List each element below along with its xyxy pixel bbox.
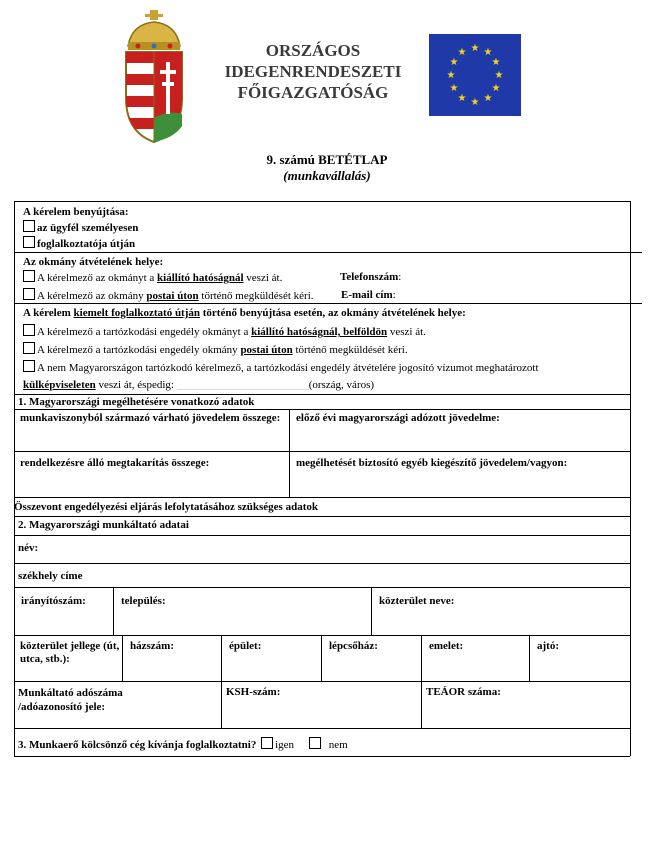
employer-seat-field[interactable]: székhely címe [18,570,83,582]
ksh-number-field[interactable]: KSH-szám: [226,686,281,698]
door-field[interactable]: ajtó: [537,640,559,652]
divider [14,563,630,564]
floor-field[interactable]: emelet: [429,640,464,652]
other-income-field[interactable]: megélhetését biztosító egyéb kiegészítő jövedelem/vagyon: [296,457,568,469]
org-line-3: FŐIGAZGATÓSÁG [237,83,389,102]
section1-heading: 1. Magyarországi megélhetésére vonatkozó adatok [18,396,255,408]
receipt-authority-bold: kiállító hatóságnál [157,272,244,284]
divider [14,201,15,756]
svg-text:★: ★ [491,83,501,94]
divider [289,409,290,497]
divider [14,635,630,636]
form-subtitle: (munkavállalás) [283,168,371,183]
public-area-name-field[interactable]: közterület neve: [379,595,455,607]
svg-text:★: ★ [470,43,480,54]
personal-label: az ügyfél személyesen [37,222,139,234]
svg-text:★: ★ [457,47,467,58]
employer-receipt-abroad-option [23,360,539,374]
svg-text:★: ★ [457,93,467,104]
divider [14,409,630,410]
combined-procedure-heading: Összevont engedélyezési eljárás lefolytatásához szükséges adatok [14,501,318,513]
divider [630,201,631,756]
divider [113,587,114,635]
svg-text:★: ★ [449,83,459,94]
email-colon: : [392,289,396,301]
consulate-bold: külképviseleten [23,379,96,391]
eu-flag-icon [429,34,521,116]
divider [14,681,630,682]
divider [14,756,630,757]
divider [14,587,630,588]
section2-heading: 2. Magyarországi munkáltató adatai [18,519,189,531]
employer-receipt-heading-end: történő benyújtása esetén, az okmány átvételének helye: [200,307,466,319]
svg-text:★: ★ [470,97,480,108]
receipt-authority-text: A kérelmező az okmányt a [37,272,158,284]
phone-colon: : [398,271,402,283]
divider [14,516,630,517]
submission-option-employer [23,236,135,250]
consulate-text: veszi át, éspedig: [95,379,177,391]
divider [14,451,630,452]
settlement-field[interactable]: település: [121,595,166,607]
svg-text:★: ★ [483,93,493,104]
svg-text:★: ★ [446,70,456,81]
public-area-type-field[interactable]: közterület jellege (út, utca, stb.): [20,640,120,665]
yes-checkbox[interactable] [261,737,273,749]
divider [14,535,630,536]
teaor-number-field[interactable]: TEÁOR száma: [426,686,501,698]
divider [321,635,322,681]
employer-receipt-post-option [23,342,408,356]
employer-receipt-abroad-checkbox[interactable] [23,360,35,372]
divider [371,587,372,635]
submission-option-personal [23,220,138,234]
receipt-authority-checkbox[interactable] [23,270,35,282]
no-checkbox[interactable] [309,737,321,749]
divider [14,394,630,395]
hungarian-coat-of-arms-icon [118,6,190,146]
email-field[interactable] [341,289,396,301]
consulate-input[interactable]: ________________________ [176,379,309,391]
employer-receipt-heading-start: A kérelem [23,307,74,319]
section3-row [18,737,348,751]
receipt-post-checkbox[interactable] [23,288,35,300]
email-label: E-mail cím [341,289,393,301]
employer-receipt-abroad-text: A nem Magyarországon tartózkodó kérelmező, a tartózkodási engedély átvételére jogosító vízumot meghatározott [37,362,539,374]
svg-text:★: ★ [483,47,493,58]
divider [14,201,630,202]
no-label: nem [328,739,348,751]
divider [529,635,530,681]
employer-receipt-heading [23,307,466,319]
employer-checkbox[interactable] [23,236,35,248]
tax-number-field[interactable]: Munkáltató adószáma /adóazonosító jele: [18,687,123,713]
employer-receipt-post-end: történő megküldését kéri. [292,344,408,356]
svg-text:★: ★ [494,70,504,81]
receipt-post-option [23,288,314,302]
organization-name [218,40,408,103]
section3-question: 3. Munkaerő kölcsönző cég kívánja foglalkoztatni? [18,739,257,751]
house-number-field[interactable]: házszám: [130,640,174,652]
employer-receipt-heading-underlined: kiemelt foglalkoztató útján [73,307,200,319]
employer-receipt-post-text: A kérelmező a tartózkodási engedély okmány [37,344,241,356]
employer-receipt-post-bold: postai úton [240,344,293,356]
employer-receipt-authority-end: veszi át. [387,326,426,338]
form-title: 9. számú BETÉTLAP [266,152,388,167]
receipt-post-bold: postai úton [146,290,199,302]
divider [14,252,642,253]
employer-receipt-authority-checkbox[interactable] [23,324,35,336]
expected-income-field[interactable]: munkaviszonyból származó várható jövedelem összege: [20,412,281,424]
building-field[interactable]: épület: [229,640,262,652]
employer-receipt-authority-option [23,324,426,338]
divider [14,728,630,729]
consulate-hint: (ország, város) [308,379,375,391]
personal-checkbox[interactable] [23,220,35,232]
receipt-authority-end: veszi át. [243,272,283,284]
org-line-1: ORSZÁGOS [265,41,361,60]
consulate-line [23,379,374,391]
postcode-field[interactable]: irányítószám: [21,595,86,607]
org-line-2: IDEGENRENDESZETI [224,62,402,81]
phone-field[interactable] [340,271,401,283]
divider [122,635,123,681]
employer-name-field[interactable]: név: [18,542,39,554]
employer-receipt-post-checkbox[interactable] [23,342,35,354]
receipt-authority-option [23,270,282,284]
previous-income-field[interactable]: előző évi magyarországi adózott jövedelme: [296,412,500,424]
employer-label: foglalkoztatója útján [37,238,136,250]
receipt-heading: Az okmány átvételének helye: [23,256,164,268]
svg-text:★: ★ [449,57,459,68]
employer-receipt-authority-bold: kiállító hatóságnál, belföldön [251,326,388,338]
yes-label: igen [275,739,295,751]
submission-heading: A kérelem benyújtása: [23,206,129,218]
savings-field[interactable]: rendelkezésre álló megtakarítás összege: [20,457,210,469]
receipt-post-text: A kérelmező az okmány [37,290,147,302]
receipt-post-end: történő megküldését kéri. [198,290,314,302]
divider [14,303,642,304]
staircase-field[interactable]: lépcsőház: [329,640,378,652]
employer-receipt-authority-text: A kérelmező a tartózkodási engedély okmányt a [37,326,252,338]
svg-text:★: ★ [491,57,501,68]
phone-label: Telefonszám [340,271,399,283]
divider [14,497,630,498]
